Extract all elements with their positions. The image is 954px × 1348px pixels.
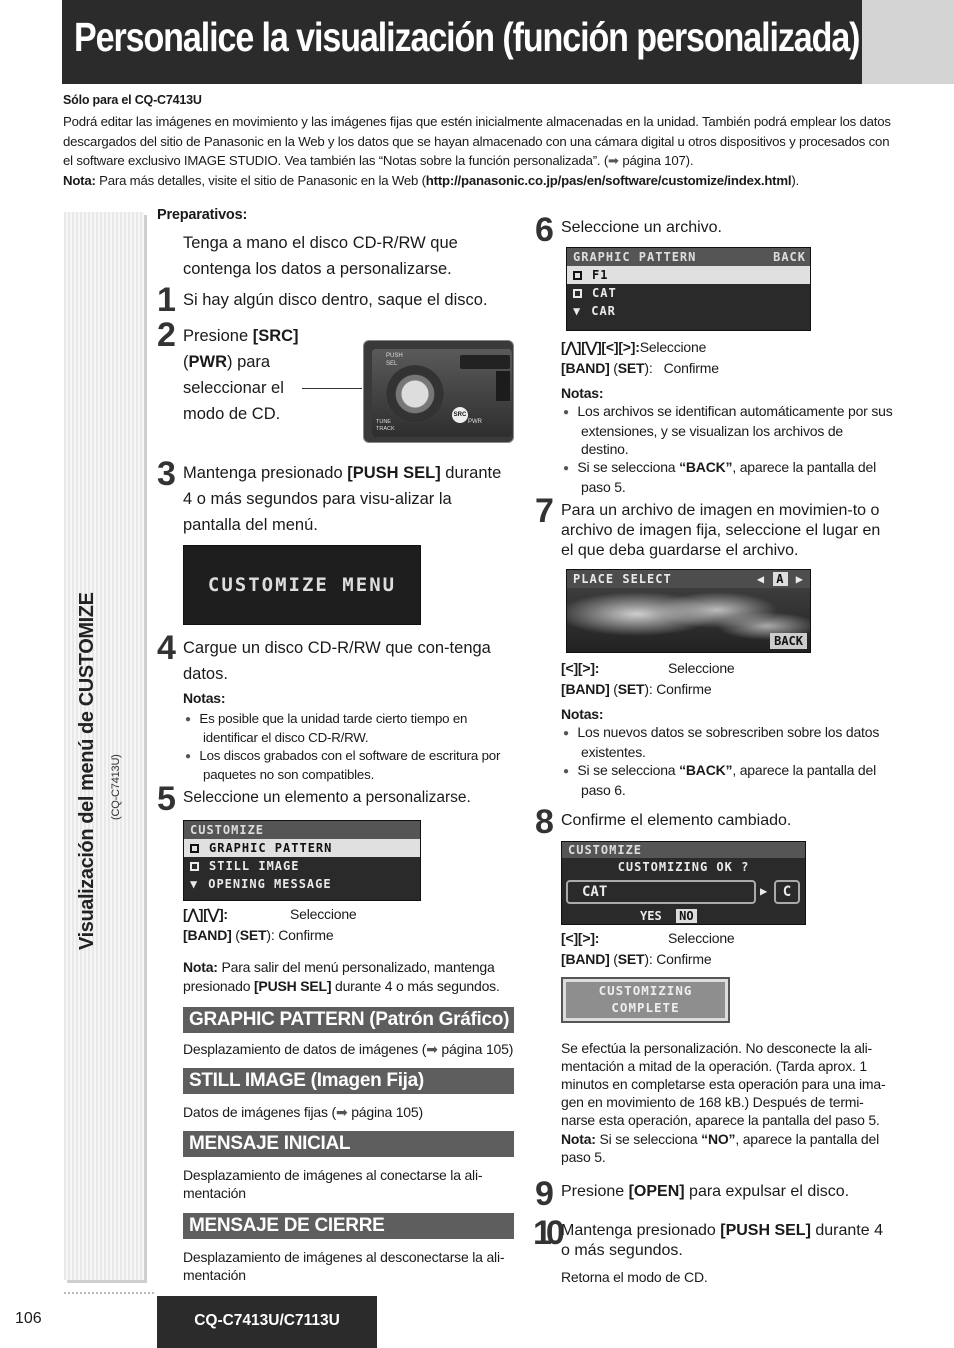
- section-opening-message: MENSAJE INICIAL: [183, 1131, 514, 1157]
- display-window: [496, 371, 510, 401]
- step-7-notes-title: Notas:: [561, 706, 604, 722]
- page-number: 106: [15, 1310, 42, 1327]
- lcd-item-graphic-pattern: GRAPHIC PATTERN: [184, 839, 420, 857]
- track-label: TRACK: [376, 426, 395, 432]
- down-arrow-icon: ▼: [190, 877, 199, 891]
- head-unit-illustration: [363, 340, 514, 443]
- note-item: ● Si se selecciona “BACK”, aparece la pantalla del paso 6.: [563, 761, 898, 799]
- arrow-icon: ➡: [335, 1104, 348, 1120]
- step-6-keys: [⋀][⋁][<][>]:Seleccione [BAND] (SET): Confirme: [561, 339, 719, 376]
- lcd-item-still-image: STILL IMAGE: [184, 857, 420, 875]
- lcd-customizing-ok: [561, 841, 806, 925]
- checkbox-icon: [573, 289, 582, 298]
- model-badge: CQ-C7413U/C7113U: [157, 1296, 377, 1348]
- down-arrow-icon: ▼: [573, 304, 582, 318]
- step-6-number: 6: [535, 211, 554, 249]
- note-item: ● Los discos grabados con el software de escritura por paquetes no son compatibles.: [185, 747, 510, 784]
- lcd-customizing-complete: [561, 977, 730, 1023]
- step-10-text: Mantenga presionado [PUSH SEL] durante 4 o más segundos.: [561, 1222, 883, 1259]
- lcd-customize-list: [183, 820, 421, 901]
- arrow-icon: ➡: [426, 1041, 438, 1057]
- lcd-place-select: [566, 569, 811, 653]
- footer-divider: [64, 1292, 154, 1294]
- note-item: ● Si se selecciona “BACK”, aparece la pantalla del paso 5.: [563, 458, 893, 496]
- section-graphic-pattern: GRAPHIC PATTERN (Patrón Gráfico): [183, 1007, 514, 1033]
- display-slot: [460, 355, 510, 369]
- src-button-icon: SRC: [452, 407, 468, 423]
- lcd-item-f1: F1: [567, 266, 810, 284]
- step-4-notes-title: Notas:: [183, 690, 226, 706]
- section-opening-message-text: Desplazamiento de imágenes al conectarse la ali-mentación: [183, 1167, 483, 1201]
- intro-text: Podrá editar las imágenes en movimiento y las imágenes fijas que estén inicialmente almacenadas en la unidad. También podrá emplear los datos descargados del sitio de Panasonic en la Web y los datos que se hayan almacenado con una cámara digital u otros dispositivos y procesados con el software exclusivo IMAGE STUDIO. Vea también las “Notas sobre la función personalizada”. (➡ página 107). Nota: Para más detalles, visite el sitio de Panasonic en la Web (http://panasonic.co.jp/pas/en/software/customize/index.html).: [63, 114, 891, 188]
- right-arrow-icon: ▶: [760, 884, 768, 898]
- note-item: ● Los archivos se identifican automáticamente por sus extensiones, y se visualizan los archivos de destino.: [563, 402, 893, 458]
- lcd-header: PLACE SELECT ◀ A ▶: [567, 570, 810, 588]
- step-6-text: Seleccione un archivo.: [561, 219, 722, 236]
- step-8-keys: [<][>]: Seleccione [BAND] (SET): Confirme: [561, 930, 735, 967]
- step-3-number: 3: [157, 455, 176, 493]
- step-1-number: 1: [157, 281, 176, 319]
- lcd-line-1: CUSTOMIZING: [598, 983, 693, 998]
- step-4-number: 4: [157, 629, 176, 667]
- panasonic-url: http://panasonic.co.jp/pas/en/software/customize/index.html: [425, 172, 792, 188]
- checkbox-icon: [573, 271, 582, 280]
- step-6-notes-title: Notas:: [561, 385, 604, 401]
- step-2-text: Presione [SRC] (PWR) para seleccionar el modo de CD.: [183, 327, 299, 423]
- lcd-file-box: CAT: [566, 880, 756, 904]
- page-title: Personalice la visualización (función personalizada): [74, 14, 860, 60]
- lcd-item-car: ▼ CAR: [573, 304, 616, 318]
- section-still-image: STILL IMAGE (Imagen Fija): [183, 1068, 514, 1094]
- lcd-line-2: COMPLETE: [611, 1000, 680, 1015]
- step-5-note: Nota: Para salir del menú personalizado, mantenga presionado [PUSH SEL] durante 4 o más segundos.: [183, 959, 500, 994]
- side-label: Visualización del menú de CUSTOMIZE: [76, 592, 98, 950]
- step-10-sub: Retorna el modo de CD.: [561, 1269, 708, 1285]
- lcd-header: CUSTOMIZE: [562, 842, 805, 858]
- section-graphic-pattern-text: Desplazamiento de datos de imágenes (➡ página 105): [183, 1041, 514, 1057]
- step-5-number: 5: [157, 780, 176, 818]
- intro-heading: Sólo para el CQ-C7413U: [63, 93, 202, 107]
- title-accent: [862, 0, 954, 84]
- step-7-notes: [563, 723, 898, 799]
- sel-label: SEL: [386, 361, 398, 367]
- back-button: BACK: [773, 250, 806, 264]
- step-4-notes: [185, 710, 510, 784]
- step-7-number: 7: [535, 492, 554, 530]
- prep-title: Preparativos:: [157, 207, 248, 223]
- step-8-note: Nota: Si se selecciona “NO”, aparece la pantalla del paso 5.: [561, 1131, 880, 1165]
- side-label-wrap: [76, 550, 136, 950]
- callout-line: [302, 388, 362, 389]
- step-5-keys: [⋀][⋁]: Seleccione [BAND] (SET): Confirme: [183, 906, 357, 943]
- lcd-graphic-pattern: [566, 247, 811, 331]
- prep-text: Tenga a mano el disco CD-R/RW que contenga los datos a personalizarse.: [183, 234, 458, 278]
- step-3-text: Mantenga presionado [PUSH SEL] durante 4 o más segundos para visu-alizar la pantalla del menú.: [183, 464, 502, 534]
- lcd-target-box: C: [774, 880, 800, 904]
- note-item: ● Es posible que la unidad tarde cierto tiempo en identificar el disco CD-R/RW.: [185, 710, 510, 747]
- step-8-text: Confirme el elemento cambiado.: [561, 812, 792, 829]
- slot-selector: ◀ A ▶: [756, 572, 804, 586]
- lcd-header: GRAPHIC PATTERN BACK: [567, 248, 810, 266]
- section-still-image-text: Datos de imágenes fijas (➡ página 105): [183, 1104, 423, 1120]
- lcd-header: CUSTOMIZE: [184, 821, 420, 839]
- step-2-number: 2: [157, 316, 176, 354]
- arrow-icon: ➡: [608, 153, 619, 168]
- checkbox-icon: [190, 844, 199, 853]
- step-5-text: Seleccione un elemento a personalizarse.: [183, 789, 471, 806]
- step-7-text: Para un archivo de imagen en movimien-to o archivo de imagen fija, seleccione el lugar en el que deba guardarse el archivo.: [561, 502, 881, 559]
- right-arrow-icon: ▶: [795, 572, 804, 586]
- lcd-item-opening-message: ▼ OPENING MESSAGE: [190, 877, 332, 891]
- step-6-notes: [563, 402, 893, 496]
- step-1-text: Si hay algún disco dentro, saque el disco.: [183, 291, 488, 309]
- lcd-item-cat: CAT: [567, 284, 810, 302]
- back-button: BACK: [770, 633, 807, 649]
- step-7-keys: [<][>]: Seleccione [BAND] (SET): Confirme: [561, 660, 735, 697]
- step-9-number: 9: [535, 1175, 554, 1213]
- step-10-number: 10: [533, 1214, 559, 1252]
- checkbox-icon: [190, 862, 199, 871]
- note-item: ● Los nuevos datos se sobrescriben sobre los datos existentes.: [563, 723, 898, 761]
- left-arrow-icon: ◀: [756, 572, 766, 586]
- pwr-label: PWR: [468, 419, 482, 425]
- lcd-customize-menu: CUSTOMIZE MENU: [183, 545, 421, 625]
- push-label: PUSH: [386, 353, 403, 359]
- step-9-text: Presione [OPEN] para expulsar el disco.: [561, 1183, 850, 1200]
- step-4-text: Cargue un disco CD-R/RW que con-tenga datos.: [183, 639, 491, 683]
- lcd-yes-no: YES NO: [640, 908, 697, 924]
- lcd-question: CUSTOMIZING OK ?: [617, 860, 750, 874]
- section-closing-message: MENSAJE DE CIERRE: [183, 1213, 514, 1239]
- step-8-paragraph: Se efectúa la personalización. No desconecte la ali-mentación a mitad de la operación. (Tarda aprox. 1 minutos en completarse esta operación para una ima-gen en movimiento de 168 kB.) Después de termi-narse esta operación, aparece la pantalla del paso 5.: [561, 1040, 886, 1128]
- volume-knob-icon: [386, 365, 444, 423]
- step-8-number: 8: [535, 803, 554, 841]
- section-closing-message-text: Desplazamiento de imágenes al desconectarse la ali-mentación: [183, 1249, 505, 1283]
- side-sublabel: (CQ-C7413U): [110, 754, 122, 820]
- tune-label: TUNE: [376, 419, 391, 425]
